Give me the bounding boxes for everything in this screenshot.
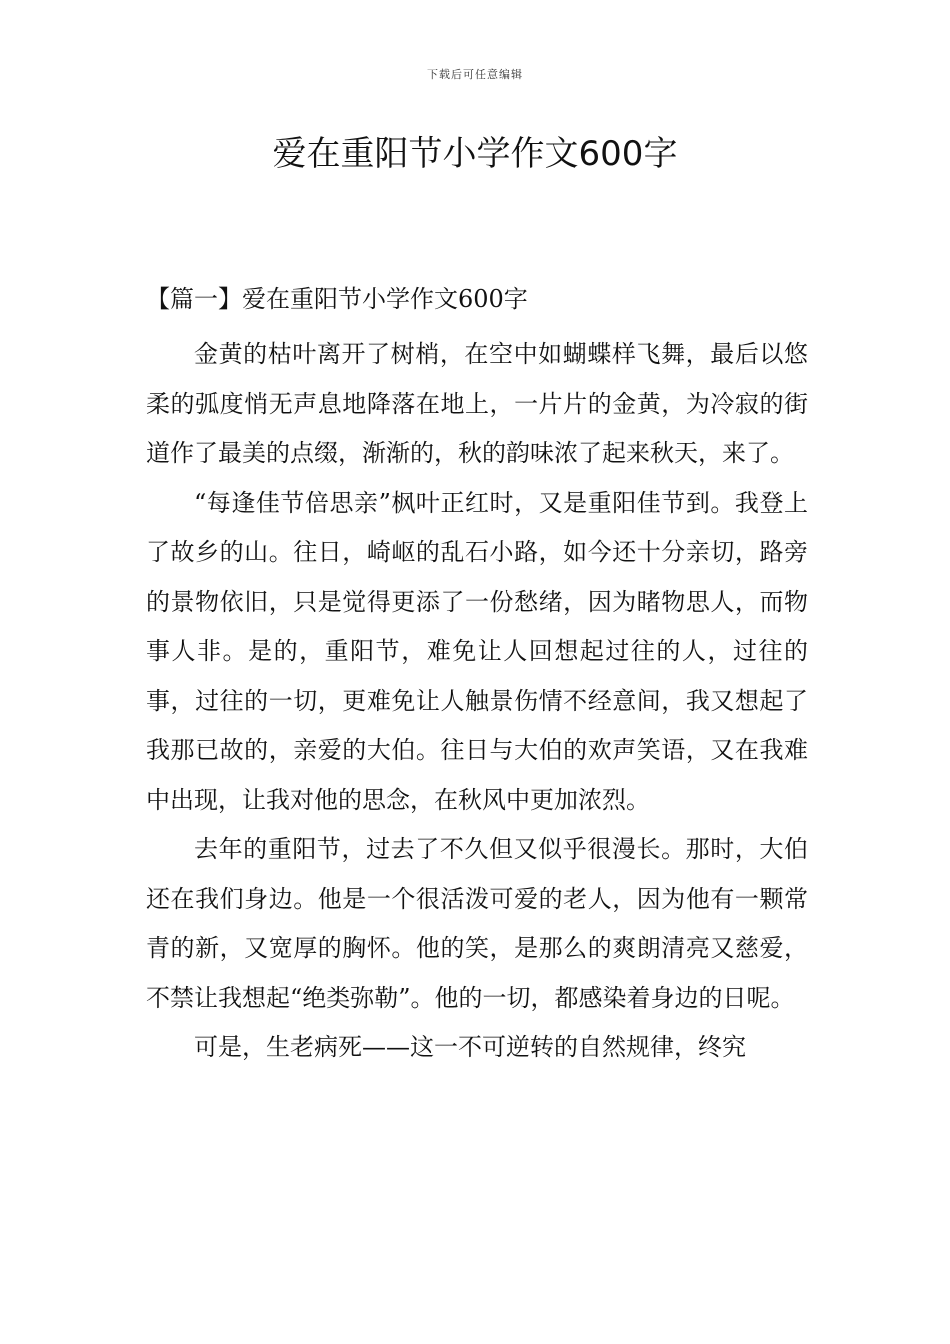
document-title: 爱在重阳节小学作文600字: [272, 134, 678, 174]
paragraph-3: 去年的重阳节，过去了不久但又似乎很漫长。那时，大伯还在我们身边。他是一个很活泼可爱的老人，因为他有一颗常青的新，又宽厚的胸怀。他的笑，是那么的爽朗清亮又慈爱，不禁让我想起“绝类弥勒”。他的一切，都感染着身边的日呢。: [146, 835, 808, 1012]
section-heading: 【篇一】爱在重阳节小学作文600字: [146, 285, 528, 313]
header-note: 下载后可任意编辑: [427, 68, 523, 81]
paragraph-4: 可是，生老病死——这一不可逆转的自然规律，终究: [194, 1033, 746, 1061]
paragraph-2: “每逢佳节倍思亲”枫叶正红时，又是重阳佳节到。我登上了故乡的山。往日，崎岖的乱石小路，如今还十分亲切，路旁的景物依旧，只是觉得更添了一份愁绪，因为睹物思人，而物事人非。是的，重阳节，难免让人回想起过往的人，过往的事，过往的一切，更难免让人触景伤情不经意间，我又想起了我那已故的，亲爱的大伯。往日与大伯的欢声笑语，又在我难中出现，让我对他的思念，在秋风中更加浓烈。: [146, 488, 808, 814]
document-body: [146, 280, 808, 1073]
paragraph-1: 金黄的枯叶离开了树梢，在空中如蝴蝶样飞舞，最后以悠柔的弧度悄无声息地降落在地上，一片片的金黄，为冷寂的街道作了最美的点缀，渐渐的，秋的韵味浓了起来秋天，来了。: [146, 340, 808, 467]
